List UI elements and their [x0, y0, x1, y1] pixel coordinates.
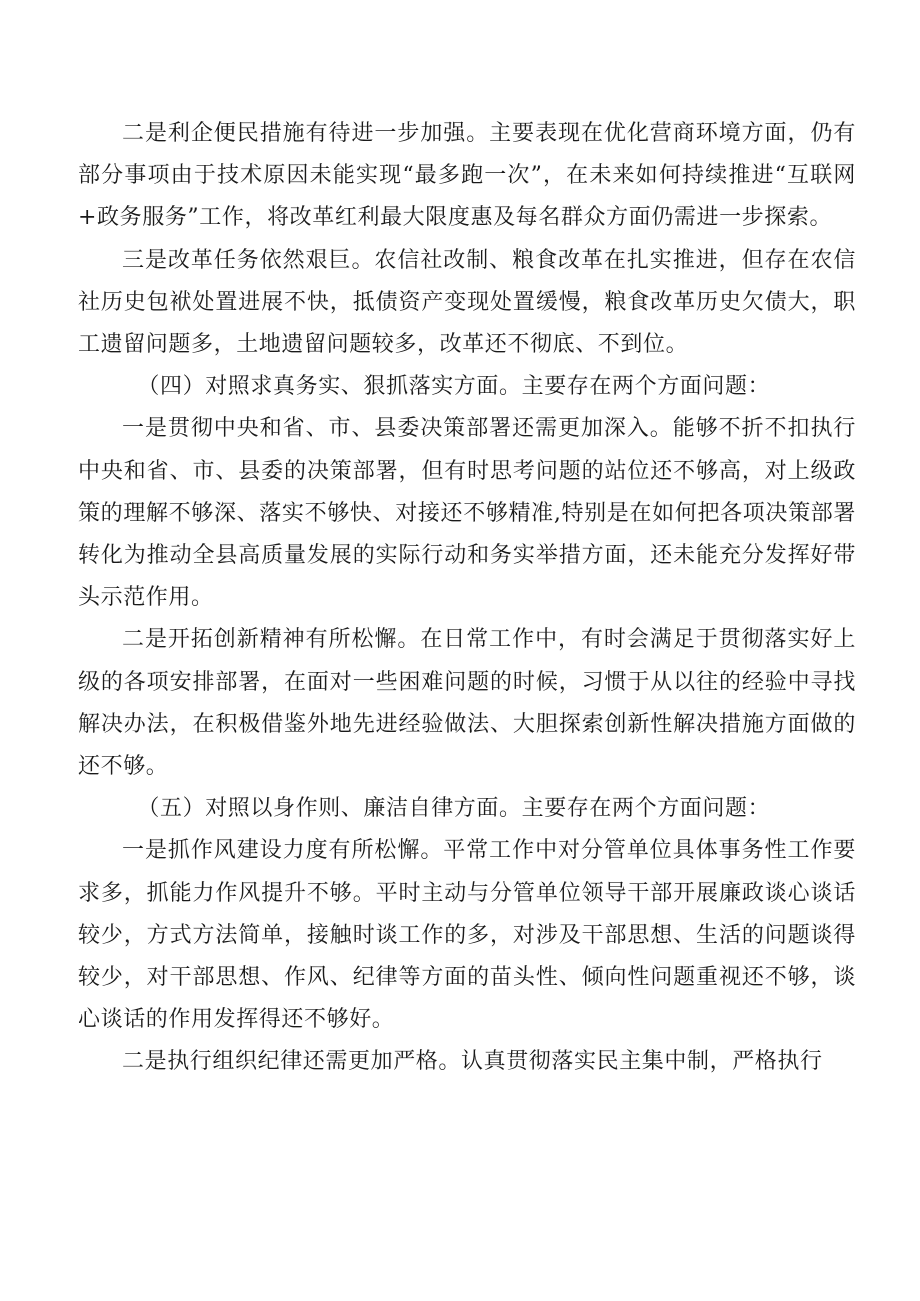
paragraph-organizational-discipline: 二是执行组织纪律还需更加严格。认真贯彻落实民主集中制，严格执行 [122, 1049, 823, 1075]
paragraph-innovation-spirit: 二是开拓创新精神有所松懈。在日常工作中，有时会满足于贯彻落实好上级的各项安排部署，在面对一些困难问题的时候，习惯于从以往的经验中寻找解决办法，在积极借鉴外地先进经验做法、大胆探索创新性解决措施方面做的还不够。 [78, 627, 856, 780]
section-heading-four: （四）对照求真务实、狠抓落实方面。主要存在两个方面问题： [137, 374, 771, 400]
paragraph-implement-decisions: 一是贯彻中央和省、市、县委决策部署还需更加深入。能够不折不扣执行中央和省、市、县委的决策部署，但有时思考问题的站位还不够高，对上级政策的理解不够深、落实不够快、对接还不够精准,特别是在如何把各项决策部署转化为推动全县高质量发展的实际行动和务实举措方面，还未能充分发挥好带头示范作用。 [78, 416, 856, 611]
paragraph-reform-tasks: 三是改革任务依然艰巨。农信社改制、粮食改革在扎实推进，但存在农信社历史包袱处置进展不快，抵债资产变现处置缓慢，粮食改革历史欠债大，职工遗留问题多，土地遗留问题较多，改革还不彻底、不到位。 [78, 247, 856, 358]
paragraph-work-style: 一是抓作风建设力度有所松懈。平常工作中对分管单位具体事务性工作要求多，抓能力作风提升不够。平时主动与分管单位领导干部开展廉政谈心谈话较少，方式方法简单，接触时谈工作的多，对涉及干部思想、生活的问题谈得较少，对干部思想、作风、纪律等方面的苗头性、倾向性问题重视还不够，谈心谈话的作用发挥得还不够好。 [78, 838, 856, 1033]
document-body [78, 113, 856, 1084]
section-heading-five: （五）对照以身作则、廉洁自律方面。主要存在两个方面问题： [137, 796, 771, 822]
paragraph-enterprise-service: 二是利企便民措施有待进一步加强。主要表现在优化营商环境方面，仍有部分事项由于技术原因未能实现“最多跑一次”，在未来如何持续推进“互联网+政务服务”工作，将改革红利最大限度惠及每名群众方面仍需进一步探索。 [78, 121, 856, 231]
